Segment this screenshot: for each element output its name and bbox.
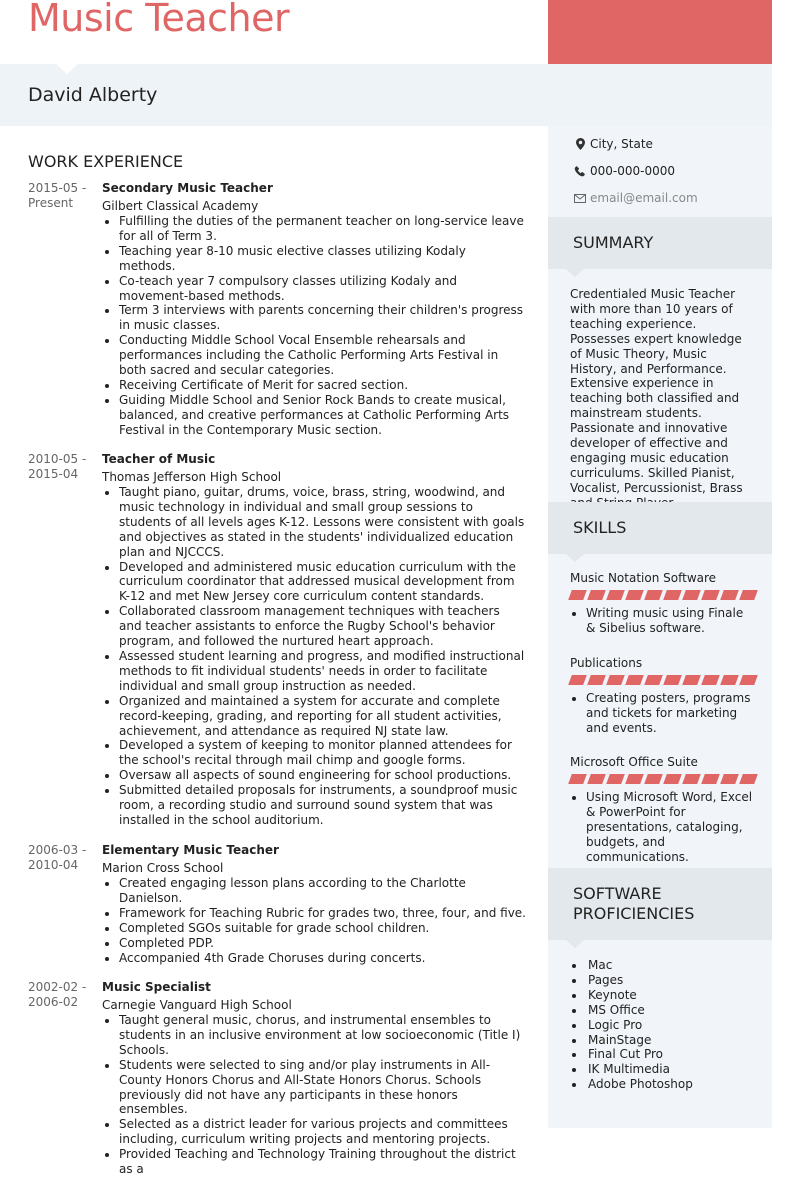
- skill-details: [586, 691, 756, 736]
- software-notch: [566, 940, 584, 948]
- job-company: Thomas Jefferson High School: [102, 470, 282, 484]
- software-item: • Pages: [586, 973, 693, 988]
- summary-heading-band: [548, 217, 772, 269]
- job-bullets: [119, 876, 526, 965]
- job-bullet: • Taught piano, guitar, drums, voice, brass, string, woodwind, and music technology in individual and small group sessions to students of all levels ages K-12. Lessons were consistent with goals and objectives as stated in the students' individualized education plan and NJCCCS.: [119, 485, 526, 560]
- software-heading-band: [548, 868, 772, 940]
- skill-level-bar: [570, 774, 756, 784]
- skill-name: Publications: [570, 656, 643, 670]
- software-item: • IK Multimedia: [586, 1062, 693, 1077]
- software-item: • Final Cut Pro: [586, 1047, 693, 1062]
- phone-text: 000-000-0000: [590, 164, 676, 178]
- skill-item: [570, 755, 756, 865]
- job-title: Music Specialist: [102, 980, 211, 994]
- job-bullet: • Completed SGOs suitable for grade school children.: [119, 921, 526, 936]
- job-bullet: • Oversaw all aspects of sound engineering for school productions.: [119, 768, 526, 783]
- job-bullets: [119, 1013, 526, 1177]
- job-bullet: • Receiving Certificate of Merit for sacred section.: [119, 378, 526, 393]
- summary-text: Credentialed Music Teacher with more than 10 years of teaching experience. Possesses expert knowledge of Music Theory, Music History, and Performance. Extensive experience in teaching both classified and mainstream students. Passionate and innovative developer of effective and engaging music education curriculums. Skilled Pianist, Vocalist, Percussionist, Brass: [570, 287, 743, 495]
- software-item: • Logic Pro: [586, 1018, 693, 1033]
- software-heading: SOFTWARE PROFICIENCIES: [573, 884, 695, 923]
- job-bullet: • Selected as a district leader for various projects and committees including, curriculum writing projects and mentoring projects.: [119, 1117, 526, 1147]
- software-item: • Adobe Photoshop: [586, 1077, 693, 1092]
- job-bullet: • Assessed student learning and progress, and modified instructional methods to fit individual students' needs in order to facilitate individual and small group instruction as needed.: [119, 649, 526, 694]
- sidebar: [548, 126, 772, 1128]
- job-bullet: • Accompanied 4th Grade Choruses during concerts.: [119, 951, 526, 966]
- job-company: Marion Cross School: [102, 861, 224, 875]
- job-bullet: • Submitted detailed proposals for instruments, a soundproof music room, a recording studio and surround sound system that was installed in the school auditorium.: [119, 783, 526, 828]
- contact-phone: [574, 164, 675, 178]
- job-bullet: • Developed a system of keeping to monitor planned attendees for the school's recital through mail chimp and google forms.: [119, 738, 526, 768]
- job-bullet: • Organized and maintained a system for accurate and complete record-keeping, grading, and reporting for all student activities, achievement, and attendance as required NJ state law.: [119, 694, 526, 739]
- software-item: • Mac: [586, 958, 693, 973]
- resume-title: Music Teacher: [28, 0, 290, 40]
- job-bullet: • Teaching year 8-10 music elective classes utilizing Kodaly methods.: [119, 244, 526, 274]
- job-bullet: • Framework for Teaching Rubric for grades two, three, four, and five.: [119, 906, 526, 921]
- job-title: Elementary Music Teacher: [102, 843, 279, 857]
- name-band-notch: [56, 64, 78, 74]
- contact-location: [574, 137, 653, 151]
- summary-heading: SUMMARY: [573, 233, 654, 252]
- job-bullet: • Provided Teaching and Technology Training throughout the district as a: [119, 1147, 526, 1177]
- job-entry: [28, 980, 526, 1177]
- job-bullet: • Created engaging lesson plans according to the Charlotte Danielson.: [119, 876, 526, 906]
- software-item: • MainStage: [586, 1033, 693, 1048]
- job-bullet: • Developed and administered music education curriculum with the curriculum coordinator that addressed musical development from K-12 and met New Jersey core curriculum content standards.: [119, 560, 526, 605]
- job-company: Gilbert Classical Academy: [102, 199, 259, 213]
- job-bullet: • Guiding Middle School and Senior Rock Bands to create musical, balanced, and creative performances at Catholic Performing Arts Festival in the Contemporary Music section.: [119, 393, 526, 438]
- job-title: Teacher of Music: [102, 452, 216, 466]
- job-dates: 2015-05 - Present: [28, 181, 87, 210]
- skill-level-bar: [570, 590, 756, 600]
- contact-email[interactable]: [574, 191, 698, 205]
- software-list: [586, 958, 693, 1092]
- skill-item: [570, 571, 756, 636]
- skill-name: Music Notation Software: [570, 571, 717, 585]
- skill-details: [586, 790, 756, 865]
- job-dates: 2002-02 - 2006-02: [28, 980, 87, 1009]
- job-bullet: • Students were selected to sing and/or play instruments in All-County Honors Chorus and All-State Honors Chorus. Schools previously did not have any participants in these honors ensembles.: [119, 1058, 526, 1118]
- skill-name: Microsoft Office Suite: [570, 755, 698, 769]
- job-bullet: • Fulfilling the duties of the permanent teacher on long-service leave for all of Term 3.: [119, 214, 526, 244]
- skill-details: [586, 606, 756, 636]
- skills-notch: [566, 554, 584, 562]
- email-link[interactable]: email@email.com: [590, 191, 698, 205]
- phone-icon: [574, 165, 586, 177]
- skill-level-bar: [570, 675, 756, 685]
- location-text: City, State: [590, 137, 653, 151]
- job-bullet: • Conducting Middle School Vocal Ensemble rehearsals and performances including the Catholic Performing Arts Festival in both sacred and secular categories.: [119, 333, 526, 378]
- job-bullet: • Collaborated classroom management techniques with teachers and teacher assistants to enforce the Rugby School's behavior program, and followed the nurtured heart approach.: [119, 604, 526, 649]
- software-item: • Keynote: [586, 988, 693, 1003]
- job-title: Secondary Music Teacher: [102, 181, 273, 195]
- header-accent-block: [548, 0, 772, 64]
- skill-detail-item: • Creating posters, programs and tickets for marketing and events.: [586, 691, 756, 736]
- summary-notch: [566, 269, 584, 277]
- job-bullet: • Completed PDP.: [119, 936, 526, 951]
- envelope-icon: [574, 192, 586, 204]
- name-band: [0, 64, 772, 126]
- skill-detail-item: • Writing music using Finale & Sibelius software.: [586, 606, 756, 636]
- location-pin-icon: [574, 138, 586, 150]
- job-bullet: • Term 3 interviews with parents concerning their children's progress in music classes.: [119, 303, 526, 333]
- job-bullet: • Taught general music, chorus, and instrumental ensembles to students in an inclusive environment at low socioeconomic (Title I) Schools.: [119, 1013, 526, 1058]
- candidate-name: David Alberty: [28, 84, 158, 106]
- skills-heading-band: [548, 502, 772, 554]
- job-dates: 2010-05 - 2015-04: [28, 452, 87, 481]
- skills-heading: SKILLS: [573, 518, 627, 537]
- job-bullet: • Co-teach year 7 compulsory classes utilizing Kodaly and movement-based methods.: [119, 274, 526, 304]
- job-bullets: [119, 214, 526, 438]
- job-dates: 2006-03 - 2010-04: [28, 843, 87, 872]
- job-company: Carnegie Vanguard High School: [102, 998, 292, 1012]
- skill-detail-item: • Using Microsoft Word, Excel & PowerPoint for presentations, cataloging, budgets, and communications.: [586, 790, 756, 865]
- job-bullets: [119, 485, 526, 828]
- software-item: • MS Office: [586, 1003, 693, 1018]
- work-experience-heading: WORK EXPERIENCE: [28, 152, 184, 171]
- skill-item: [570, 656, 756, 736]
